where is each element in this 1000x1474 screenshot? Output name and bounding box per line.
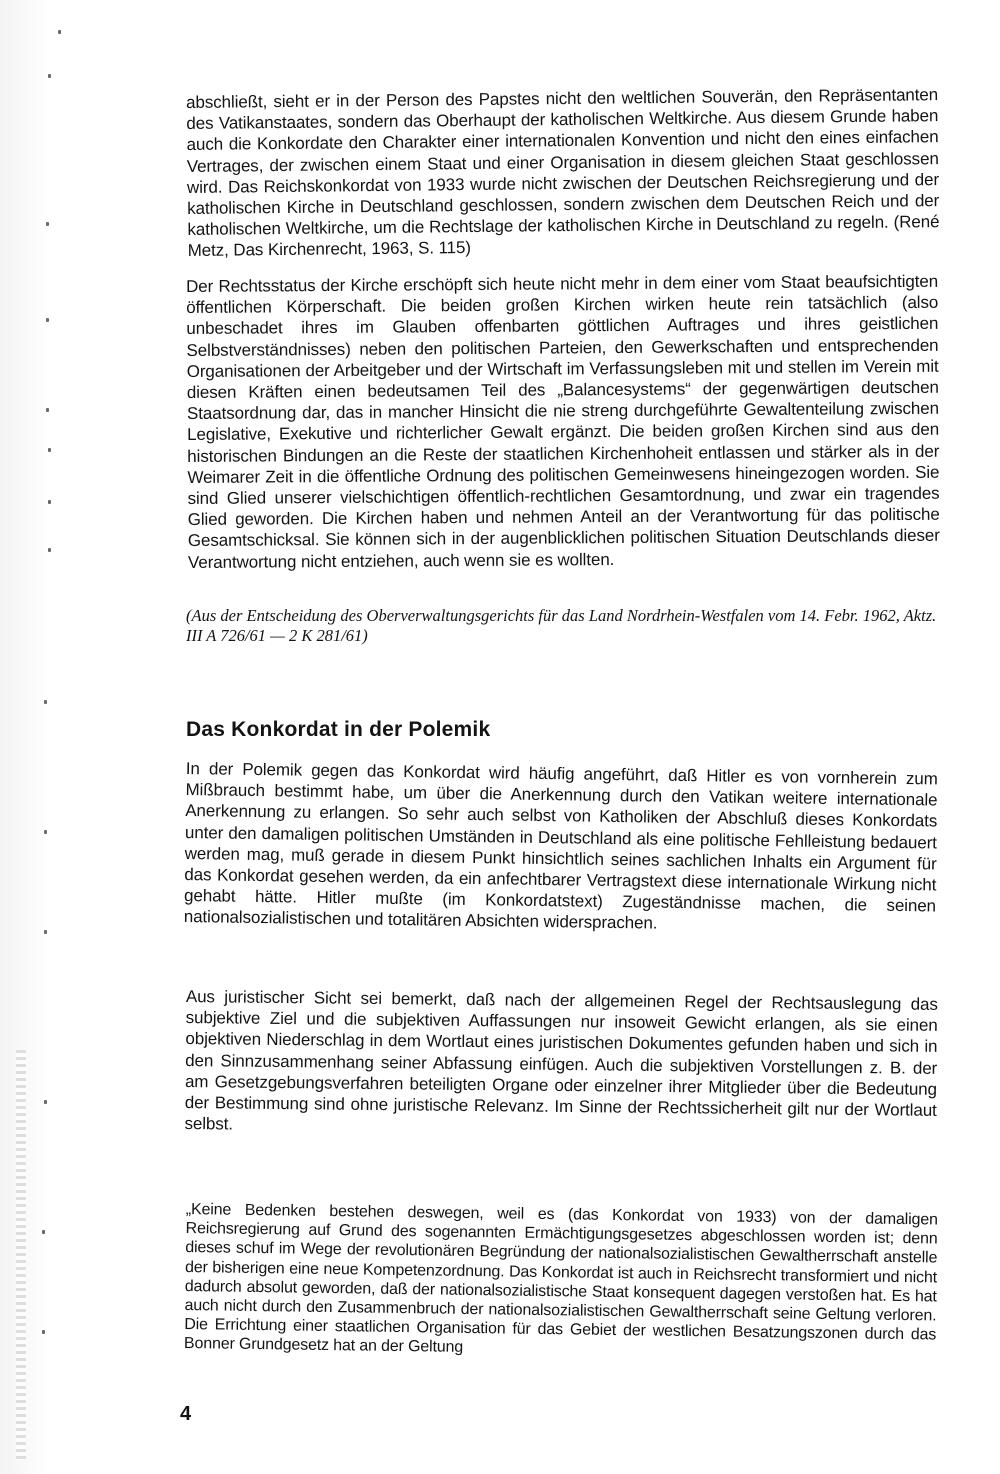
scan-speck bbox=[44, 1100, 47, 1104]
section-heading: Das Konkordat in der Polemik bbox=[186, 718, 491, 741]
scan-speck bbox=[46, 408, 49, 412]
quotation-block: „Keine Bedenken bestehen deswegen, weil es (das Konkordat von 1933) von der damaligen Reichsregierung auf Grund des sogenannten Ermächtigungsgesetzes abgeschlossen worden ist; denn dieses schuf im Wege der revolutionären Begründung der nationalsozialistischen Gewaltherrschaft anstelle der bisherigen eine neue Kompetenzordnung. Das Konkordat ist auch in Reichsrecht transformiert und nicht dadurch absolut geworden, daß der nationalsozialistische Staat konsequent dagegen verstoßen hat. Es hat auch nicht durch den Zusammenbruch der nationalsozialistischen Gewaltherrschaft seine Geltung verloren. Die Errichtung einer staatlichen Organisation für das Gebiet der westlichen Besatzungszonen durch das Bonner Grundgesetz hat an der Geltung bbox=[183, 1200, 938, 1357]
paragraph-metz-quote: abschließt, sieht er in der Person des Papstes nicht den weltlichen Souverän, den Repräsentanten des Vatikanstaates, sondern das Oberhaupt der katholischen Weltkirche. Aus diesem Grunde haben auch die Konkordate den Charakter einer internationalen Konvention und nicht den eines einfachen Vertrages, der zwischen einem Staat und einer Organisation in diesem gleichen Staat geschlossen wird. Das Reichskonkordat von 1933 wurde nicht zwischen der Deutschen Reichsregierung und der katholischen Kirche in Deutschland geschlossen, sondern zwischen dem Deutschen Reich und der katholischen Weltkirche, um die Rechtslage der katholischen Kirche in Deutschland zu regeln. (René Metz, Das Kirchenrecht, 1963, S. 115) bbox=[186, 85, 940, 261]
scan-speck bbox=[44, 930, 47, 934]
court-citation: (Aus der Entscheidung des Oberverwaltungsgerichts für das Land Nordrhein-Westfalen vom 14. Febr. 1962, Aktz. III A 726/61 — 2 K 281/61) bbox=[186, 606, 937, 645]
scan-speck bbox=[48, 74, 51, 78]
paragraph-rechtsstatus: Der Rechtsstatus der Kirche erschöpft sich heute nicht mehr in dem einer vom Staat beaufsichtigten öffentlichen Körperschaft. Die beiden großen Kirchen wirken heute rein tatsächlich (also unbeschadet ihres im Glauben offenbarten göttlichen Auftrages und ihres geistlichen Selbstverständnisses) neben den politischen Parteien, den Gewerkschaften und entsprechenden Organisationen der Arbeitgeber und der Wirtschaft im Verfassungsleben mit und stellen im Verein mit diesen Kräften einen bedeutsamen Teil des „Balancesystems“ der gegenwärtigen deutschen Staatsordnung dar, das in mancher Hinsicht die nie streng durchgeführte Gewaltenteilung zwischen Legislative, Exekutive und richterlicher Gewalt ergänzt. Die beiden großen Kirchen sind aus den historischen Bindungen an die Reste der staatlichen Kirchenhoheit entlassen und stärker als in der Weimarer Zeit in die öffentliche Ordnung des politischen Gemeinwesens hineingezogen worden. Sie sind Glied unserer vielschichtigen öffentlich-rechtlichen Gesamtordnung, und zwar ein tragendes Glied geworden. Die Kirchen haben und nehmen Anteil an der Verantwortung für das politische Gesamtschicksal. Sie können sich in der augenblicklichen politischen Situation Deutschlands dieser Verantwortung nicht entziehen, auch wenn sie es wollten. bbox=[186, 271, 940, 572]
scan-speck bbox=[58, 30, 61, 34]
paragraph-polemik: In der Polemik gegen das Konkordat wird häufig angeführt, daß Hitler es von vornherein zum Mißbrauch bestimmt habe, um über die Anerkennung durch den Vatikan weitere internationale Anerkennung zu erlangen. So sehr auch selbst von Katholiken der Abschluß dieses Konkordats unter den damaligen politischen Umständen in Deutschland als eine politische Fehlleistung bedauert werden mag, muß gerade in diesem Punkt hinsichtlich seines sachlichen Inhalts ein Argument für das Konkordat gesehen werden, da ein anfechtbarer Vertragstext diese internationale Wirkung nicht gehabt hätte. Hitler mußte (im Konkordatstext) Zugeständnisse machen, die seinen nationalsozialistischen und totalitären Absichten widersprachen. bbox=[183, 758, 938, 934]
scan-speck bbox=[42, 1330, 45, 1334]
scan-shadow bbox=[16, 1050, 26, 1460]
scan-speck bbox=[48, 548, 51, 552]
page-number: 4 bbox=[180, 1403, 192, 1425]
scan-speck bbox=[46, 222, 49, 226]
binding-edge bbox=[0, 0, 52, 1474]
scan-speck bbox=[44, 700, 47, 704]
scan-speck bbox=[48, 448, 51, 452]
scan-speck bbox=[48, 500, 51, 504]
scan-speck bbox=[42, 1230, 45, 1234]
paragraph-juristische-sicht: Aus juristischer Sicht sei bemerkt, daß nach der allgemeinen Regel der Rechtsauslegung das subjektive Ziel und die subjektiven Auffassungen nur insoweit Gewicht erlangen, als sie einen objektiven Niederschlag in dem Wortlaut eines juristischen Dokumentes gefunden haben und sich in den Sinnzusammenhang seiner Abfassung einfügen. Auch die subjektiven Vorstellungen z. B. der am Gesetzgebungsverfahren beteiligten Organe oder einzelner ihrer Mitglieder über die Bedeutung der Bestimmung sind ohne juristische Relevanz. Im Sinne der Rechtssicherheit gilt nur der Wortlaut selbst. bbox=[184, 986, 938, 1134]
scan-speck bbox=[46, 318, 49, 322]
scan-speck bbox=[44, 830, 47, 834]
